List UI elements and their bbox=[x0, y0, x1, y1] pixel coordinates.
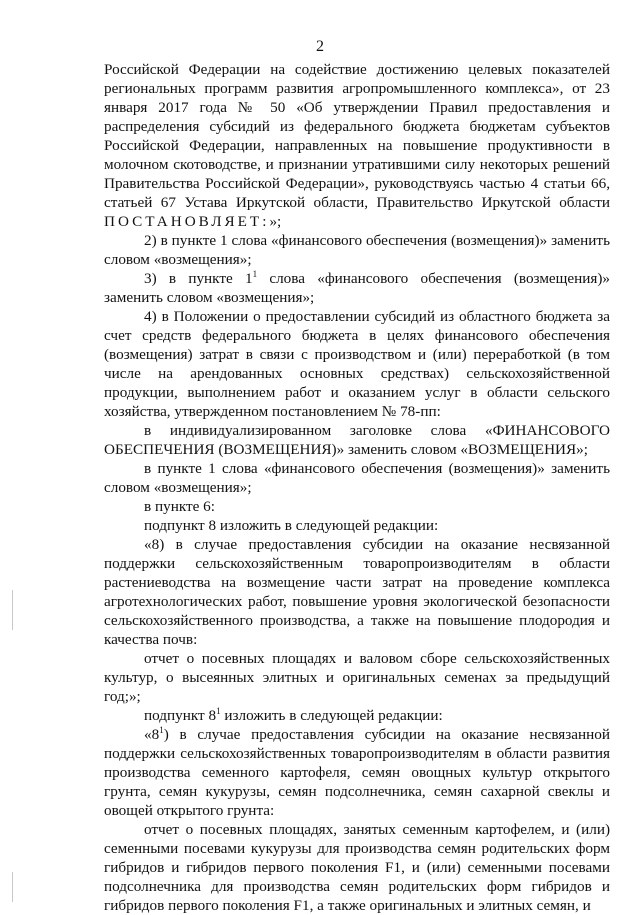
superscript-index: 1 bbox=[252, 268, 258, 279]
text-run: »; bbox=[269, 213, 282, 230]
text-run: отчет о посевных площадях, занятых семенным картофелем, и (или) семенными посевами кукурузы для производства семян родительских форм гибридов и гибридов первого поколения F1, и (или) семенными посевами подсолнечника для производства семян родительских форм гибридов и гибридов первого поколения F1, а также оригинальных и элитных семян, и bbox=[104, 821, 610, 914]
text-run: «8) в случае предоставления субсидии на оказание несвязанной поддержки сельскохозяйственным товаропроизводителям в области растениеводства на возмещение части затрат на проведение комплекса агротехнологических работ, повышение уровня экологической безопасности сельскохозяйственного производства, а также на повышение плодородия и качества почв: bbox=[104, 536, 610, 648]
text-run: в индивидуализированном заголовке слова «ФИНАНСОВОГО ОБЕСПЕЧЕНИЯ (ВОЗМЕЩЕНИЯ)» заменить словом «ВОЗМЕЩЕНИЯ»; bbox=[104, 422, 610, 458]
scan-margin-mark bbox=[12, 872, 13, 902]
text-run: изложить в следующей редакции: bbox=[220, 707, 443, 724]
text-run: 3) в пункте 1 bbox=[144, 270, 253, 287]
text-run: слова «финансового обеспечения (возмещения)» заменить словом «возмещения»; bbox=[104, 270, 610, 306]
paragraph bbox=[104, 307, 610, 421]
scan-margin-mark bbox=[12, 590, 13, 630]
paragraph bbox=[104, 497, 610, 516]
text-run: Российской Федерации на содействие достижению целевых показателей региональных программ развития агропромышленного комплекса», от 23 января 2017 года № 50 «Об утверждении Правил предоставления и распределения субсидий из федерального бюджета бюджетам субъектов Российской Федерации, направленных на повышение продуктивности в молочном скотоводстве, и признании утратившими силу некоторых решений Правительства Российской Федерации», руководствуясь частью 4 статьи 66, статьей 67 Устава Иркутской области, Правительство Иркутской области bbox=[104, 61, 610, 211]
paragraph bbox=[104, 421, 610, 459]
paragraph bbox=[104, 459, 610, 497]
text-run: в пункте 6: bbox=[144, 498, 215, 515]
decree-word: ПОСТАНОВЛЯЕТ: bbox=[104, 213, 270, 230]
paragraph bbox=[104, 649, 610, 706]
text-run: 4) в Положении о предоставлении субсидий из областного бюджета за счет средств федерального бюджета в целях финансового обеспечения (возмещения) затрат в связи с производством и (или) переработкой (в том числе на арендованных основных средствах) сельскохозяйственной продукции, выполнением работ и оказанием услуг в области сельского хозяйства, утвержденном постановлением № 78-пп: bbox=[104, 308, 610, 420]
text-run: подпункт 8 bbox=[144, 707, 217, 724]
paragraph bbox=[104, 706, 610, 725]
text-run: ) в случае предоставления субсидии на оказание несвязанной поддержки сельскохозяйственных товаропроизводителям в области развития производства семенного картофеля, семян овощных культур открытого грунта, семян кукурузы, семян подсолнечника, семян сахарной свеклы и овощей открытого грунта: bbox=[104, 726, 610, 819]
paragraph bbox=[104, 820, 610, 915]
paragraph bbox=[104, 60, 610, 231]
superscript-index: 1 bbox=[216, 705, 221, 716]
text-run: «8 bbox=[144, 726, 160, 743]
text-run: подпункт 8 изложить в следующей редакции: bbox=[144, 517, 439, 534]
paragraph bbox=[104, 516, 610, 535]
paragraph bbox=[104, 269, 610, 307]
paragraph bbox=[104, 231, 610, 269]
text-run: 2) в пункте 1 слова «финансового обеспечения (возмещения)» заменить словом «возмещения»; bbox=[104, 232, 610, 268]
superscript-index: 1 bbox=[159, 724, 164, 735]
text-run: отчет о посевных площадях и валовом сборе сельскохозяйственных культур, о высеянных элитных и оригинальных семенах за предыдущий год;»; bbox=[104, 650, 610, 705]
text-run: в пункте 1 слова «финансового обеспечения (возмещения)» заменить словом «возмещения»; bbox=[104, 460, 610, 496]
page-number: 2 bbox=[316, 38, 324, 55]
paragraph bbox=[104, 535, 610, 649]
paragraph bbox=[104, 725, 610, 820]
document-body bbox=[104, 60, 610, 915]
